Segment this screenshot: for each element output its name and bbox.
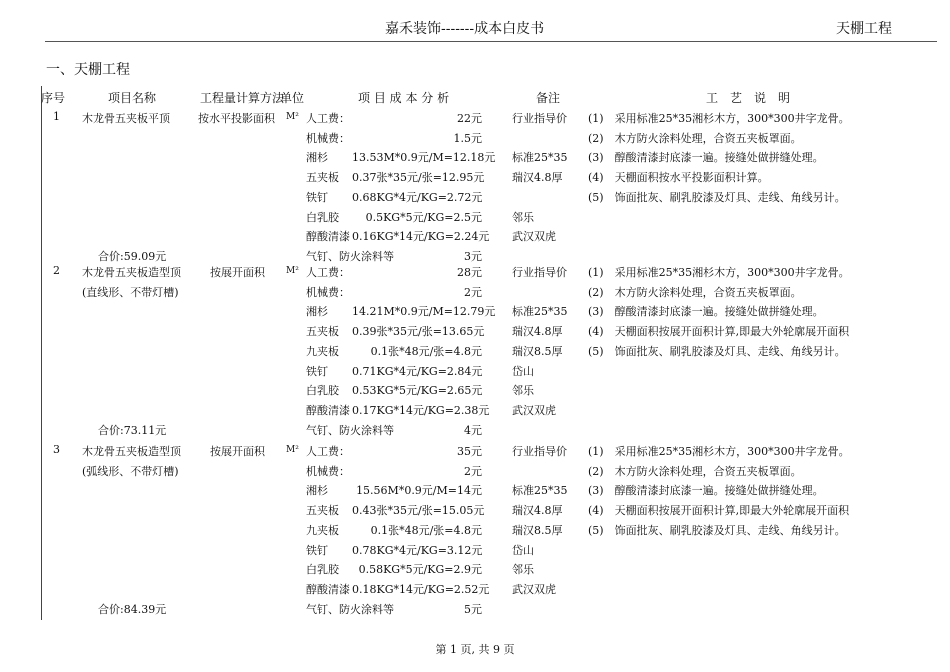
process-note: (5) 饰面批灰、刷乳胶漆及灯具、走线、角线另计。 [588,190,846,204]
col-header-process: 工 艺 说 明 [706,91,791,105]
cost-item-label: 五夹板 [306,171,339,185]
item-name: 木龙骨五夹板造型顶 [82,266,181,279]
cost-item-label: 醇酸清漆 [306,403,350,417]
cost-item-calc: 15.56M*0.9元/M=14元 [356,484,482,498]
cost-item-calc: 3元 [464,249,482,263]
cost-item-remark: 瑞汉4.8厚 [512,504,563,518]
cost-item-calc: 13.53M*0.9元/M=12.18元 [352,151,496,165]
cost-item-calc: 0.43张*35元/张=15.05元 [352,504,485,518]
cost-item-calc: 14.21M*0.9元/M=12.79元 [352,305,496,319]
cost-item-label: 人工费： [306,445,350,458]
cost-item-label: 气钉、防火涂料等 [306,602,394,616]
item-unit: M² [286,266,299,276]
cost-item-remark: 行业指导价 [512,266,567,279]
process-note: (5) 饰面批灰、刷乳胶漆及灯具、走线、角线另计。 [588,344,846,358]
process-note: (2) 木方防火涂料处理，合资五夹板罩面。 [588,464,802,478]
item-name: (弧线形、不带灯槽) [82,464,179,478]
col-header-analysis: 项 目 成 本 分 析 [358,91,450,105]
cost-item-remark: 瑞汉4.8厚 [512,325,563,339]
document-title: 嘉禾装饰-------成本白皮书 [385,21,545,37]
cost-item-label: 湘杉 [306,305,328,319]
cost-item-remark: 邻乐 [512,384,534,398]
cost-item-calc: 0.53KG*5元/KG=2.65元 [352,384,483,398]
cost-item-calc: 0.39张*35元/张=13.65元 [352,325,485,339]
cost-item-label: 湘杉 [306,151,328,165]
item-seq: 3 [53,443,60,456]
item-total-price: 合价:73.11元 [98,423,167,437]
table-left-border [41,86,42,620]
item-method: 按展开面积 [210,266,265,279]
col-header-unit: 单位 [280,91,305,105]
cost-item-calc: 0.16KG*14元/KG=2.24元 [352,230,490,244]
process-note: (4) 天棚面积按水平投影面积计算。 [588,171,769,185]
item-unit: M² [286,445,299,455]
cost-item-calc: 35元 [457,445,482,458]
cost-item-label: 机械费： [306,285,350,299]
cost-item-calc: 0.58KG*5元/KG=2.9元 [358,563,482,577]
cost-item-remark: 武汉双虎 [512,403,556,417]
item-name: (直线形、不带灯槽) [82,285,179,299]
cost-item-label: 铁钉 [306,190,328,204]
cost-item-calc: 1.5元 [453,131,482,145]
cost-item-label: 醇酸清漆 [306,230,350,244]
cost-item-calc: 0.71KG*4元/KG=2.84元 [352,364,483,378]
cost-item-label: 气钉、防火涂料等 [306,423,394,437]
page-footer: 第 1 页, 共 9 页 [435,643,515,656]
item-method: 按水平投影面积 [198,112,275,125]
cost-item-label: 五夹板 [306,504,339,518]
cost-item-label: 机械费： [306,131,350,145]
item-seq: 1 [53,110,60,123]
cost-item-remark: 行业指导价 [512,445,567,458]
cost-item-calc: 0.17KG*14元/KG=2.38元 [352,403,490,417]
cost-item-calc: 4元 [464,423,482,437]
cost-item-calc: 0.68KG*4元/KG=2.72元 [352,190,483,204]
cost-item-remark: 武汉双虎 [512,582,556,596]
process-note: (3) 醇酸清漆封底漆一遍。接缝处做拼缝处理。 [588,151,824,165]
cost-item-label: 白乳胶 [306,384,339,398]
cost-item-calc: 0.37张*35元/张=12.95元 [352,171,485,185]
cost-item-label: 湘杉 [306,484,328,498]
cost-item-calc: 0.1张*48元/张=4.8元 [370,344,482,358]
cost-item-label: 气钉、防火涂料等 [306,249,394,263]
item-name: 木龙骨五夹板造型顶 [82,445,181,458]
cost-item-calc: 0.1张*48元/张=4.8元 [370,523,482,537]
header-category: 天棚工程 [836,21,892,37]
cost-item-remark: 瑞汉8.5厚 [512,344,563,358]
cost-item-calc: 28元 [457,266,482,279]
cost-item-label: 人工费： [306,266,350,279]
cost-item-remark: 标准25*35 [512,151,568,165]
cost-item-calc: 2元 [464,285,482,299]
process-note: (2) 木方防火涂料处理，合资五夹板罩面。 [588,285,802,299]
item-seq: 2 [53,264,60,277]
item-unit: M² [286,112,299,122]
cost-item-remark: 邻乐 [512,563,534,577]
cost-item-label: 机械费： [306,464,350,478]
cost-item-calc: 2元 [464,464,482,478]
process-note: (4) 天棚面积按展开面积计算,即最大外轮廓展开面积 [588,325,850,339]
col-header-method: 工程量计算方法 [200,91,285,105]
cost-item-label: 醇酸清漆 [306,582,350,596]
cost-item-label: 九夹板 [306,344,339,358]
col-header-name: 项目名称 [108,91,157,105]
cost-item-label: 白乳胶 [306,563,339,577]
item-total-price: 合价:59.09元 [98,249,167,263]
item-method: 按展开面积 [210,445,265,458]
cost-item-remark: 瑞汉8.5厚 [512,523,563,537]
col-header-remark: 备注 [536,91,561,105]
cost-item-remark: 邻乐 [512,210,534,224]
cost-item-remark: 标准25*35 [512,484,568,498]
process-note: (2) 木方防火涂料处理，合资五夹板罩面。 [588,131,802,145]
section-title: 一、天棚工程 [46,62,130,78]
cost-item-label: 铁钉 [306,364,328,378]
cost-item-remark: 岱山 [512,543,534,557]
cost-item-remark: 瑞汉4.8厚 [512,171,563,185]
cost-item-label: 五夹板 [306,325,339,339]
item-name: 木龙骨五夹板平顶 [82,112,170,125]
cost-item-label: 白乳胶 [306,210,339,224]
item-total-price: 合价:84.39元 [98,602,167,616]
cost-item-calc: 5元 [464,602,482,616]
col-header-seq: 序号 [41,91,66,105]
cost-item-remark: 标准25*35 [512,305,568,319]
process-note: (1) 采用标准25*35湘杉木方，300*300井字龙骨。 [588,445,850,458]
process-note: (5) 饰面批灰、刷乳胶漆及灯具、走线、角线另计。 [588,523,846,537]
process-note: (3) 醇酸清漆封底漆一遍。接缝处做拼缝处理。 [588,484,824,498]
process-note: (3) 醇酸清漆封底漆一遍。接缝处做拼缝处理。 [588,305,824,319]
header-divider [45,41,937,42]
process-note: (4) 天棚面积按展开面积计算,即最大外轮廓展开面积 [588,504,850,518]
cost-item-calc: 0.18KG*14元/KG=2.52元 [352,582,490,596]
cost-item-calc: 22元 [457,112,482,125]
cost-item-calc: 0.5KG*5元/KG=2.5元 [365,210,482,224]
cost-item-label: 九夹板 [306,523,339,537]
cost-item-calc: 0.78KG*4元/KG=3.12元 [352,543,483,557]
process-note: (1) 采用标准25*35湘杉木方，300*300井字龙骨。 [588,112,850,125]
cost-item-label: 人工费： [306,112,350,125]
cost-item-remark: 行业指导价 [512,112,567,125]
cost-item-remark: 武汉双虎 [512,230,556,244]
cost-item-remark: 岱山 [512,364,534,378]
cost-item-label: 铁钉 [306,543,328,557]
process-note: (1) 采用标准25*35湘杉木方，300*300井字龙骨。 [588,266,850,279]
